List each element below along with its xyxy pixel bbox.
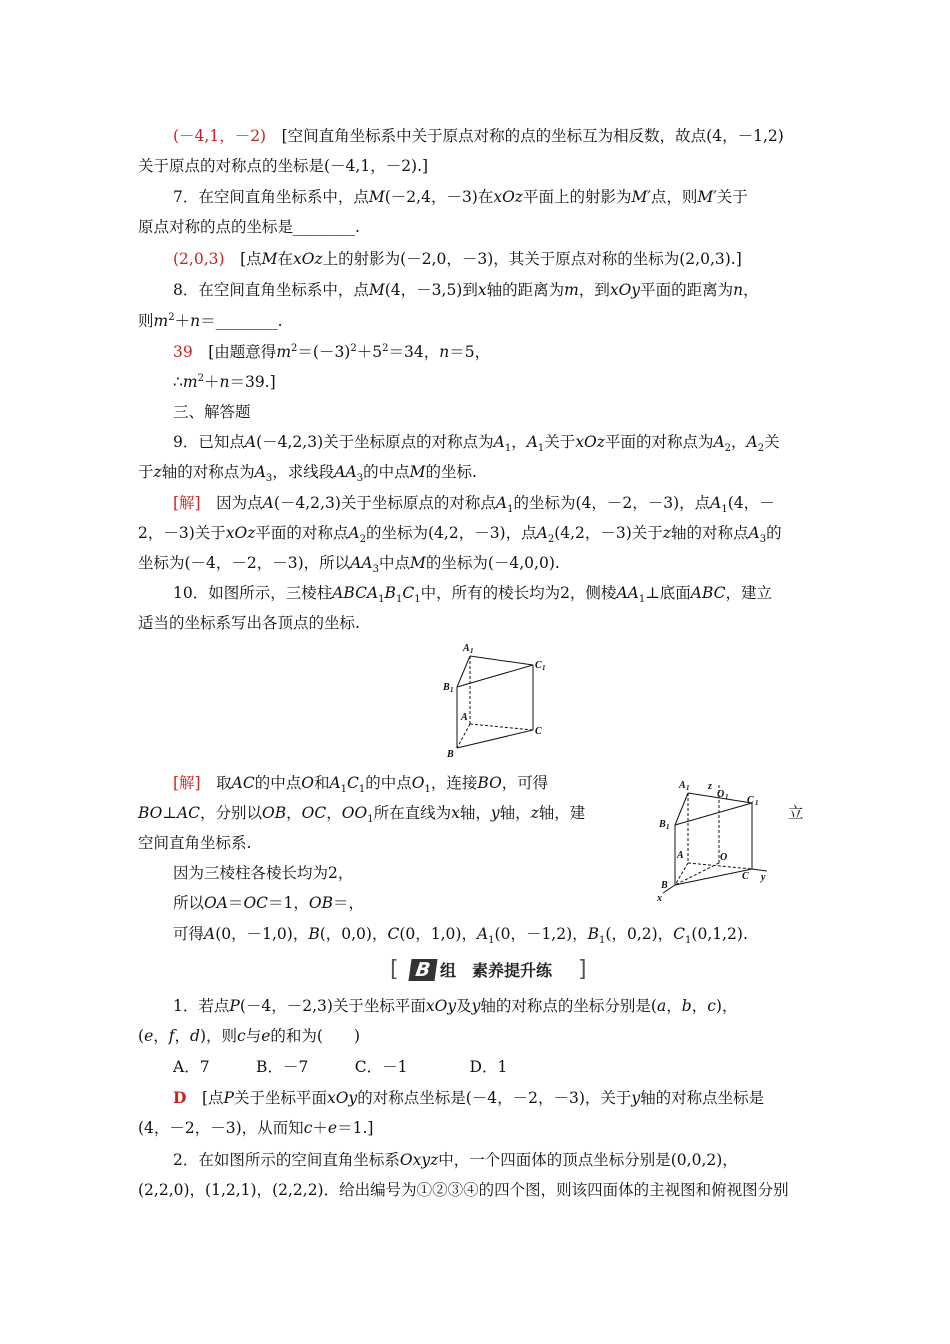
solution-10-line4: 因为三棱柱各棱长均为2， <box>173 864 354 882</box>
b-question-1-options: A．7 B．－7 C．－1 D．1 <box>173 1058 508 1076</box>
group-b-title: 组 素养提升练 <box>440 961 553 980</box>
b-question-2-line2: (2,2,0)，(1,2,1)，(2,2,2)．给出编号为①②③④的四个图，则该四面体的主视图和俯视图分别 <box>138 1181 789 1199</box>
solution-10-line2-end: 立 <box>788 804 804 822</box>
solution-10-line3: 空间直角坐标系. <box>138 834 252 852</box>
answer-line: 关于原点的对称点的坐标是(－4,1，－2).] <box>138 157 429 175</box>
label-y: y <box>761 872 766 883</box>
edge-b1c1 <box>675 803 752 825</box>
label-b: B <box>661 880 668 891</box>
svg-text:1: 1 <box>686 784 690 792</box>
question-10-line2: 适当的坐标系写出各顶点的坐标. <box>138 614 360 632</box>
edge-ac-hidden <box>470 724 533 730</box>
question-7: 7．在空间直角坐标系中，点M(－2,4，－3)在xOz平面上的射影为M′点，则M′关于 <box>173 188 748 206</box>
label-a: A <box>461 712 468 723</box>
answer-key: D <box>173 1088 187 1107</box>
solution-9: [解] 因为点A(－4,2,3)关于坐标原点的对称点$A_1$的坐标为(4，－2，－3)，点$A_1(4$，－ <box>173 494 775 516</box>
svg-text:1: 1 <box>542 664 546 672</box>
question-8-line2: 则$m^2+n=\_\_\_\_\_\_\_\_$. <box>138 311 283 330</box>
answer-line: (－4,1，－2) [空间直角坐标系中关于原点对称的点的坐标互为相反数，故点(4，－1,2) <box>173 127 784 145</box>
solution-tag: [解] <box>173 494 201 512</box>
b-answer-1-line2: (4，－2，－3)，从而知c＋e＝1.] <box>138 1119 374 1137</box>
svg-text:1: 1 <box>666 823 670 831</box>
solution-10-line5: 所以OA＝OC＝1，OB＝， <box>173 894 365 912</box>
b-question-1: 1．若点P(－4，－2,3)关于坐标平面xOy及y轴的对称点的坐标分别是(a，b，c)， <box>173 997 738 1015</box>
label-a1: A <box>463 643 470 654</box>
label-b1: B <box>443 682 450 693</box>
solution-10-line6: 可得A(0，－1,0)，B(，0,0)，C(0，1,0)，$A_1(0$，－1,2)，$B_1$(，0,2)，$C_1(0,1,2)$. <box>173 925 748 947</box>
b-question-2: 2．在如图所示的空间直角坐标系Oxyz中，一个四面体的顶点坐标分别是(0,0,2)， <box>173 1151 738 1169</box>
edge-bc <box>675 869 752 885</box>
label-o1: O <box>717 789 725 800</box>
b-question-1-line2: (e，f，d)，则c与e的和为( ) <box>138 1027 361 1045</box>
label-b: B <box>447 749 454 760</box>
label-o: O <box>720 852 728 863</box>
prism-figure <box>430 640 550 762</box>
question-8: 8．在空间直角坐标系中，点M(4，－3,5)到x轴的距离为m，到xOy平面的距离为n， <box>173 281 759 299</box>
question-7-line2: 原点对称的点的坐标是________. <box>138 218 360 236</box>
label-b1: B <box>659 819 666 830</box>
label-c: C <box>535 726 542 737</box>
answer-key: (2,0,3) <box>173 250 225 268</box>
edge-a1b1 <box>675 793 688 825</box>
group-b-banner: [ B 组 素养提升练 ] <box>390 957 587 982</box>
question-10: 10．如图所示，三棱柱$ABCA_1B_1C_1$中，所有的棱长均为2，侧棱$AA_1\perp$底面ABC，建立 <box>173 584 773 606</box>
answer-7: (2,0,3) [点M在xOz上的射影为(－2,0，－3)，其关于原点对称的坐标为(2,0,3).] <box>173 250 742 268</box>
solution-10-line2: BO⊥AC，分别以OB，OC，$OO_1$所在直线为x轴，y轴，z轴，建 <box>138 804 586 826</box>
label-c1: C <box>747 795 754 806</box>
label-a: A <box>677 850 684 861</box>
solution-10: [解] 取AC的中点O和$A_1C_1$的中点$O_1$，连接BO，可得 <box>173 774 549 796</box>
answer-8: 39 [由题意得$m^2=(-3)^2+5^2=34$，n＝5， <box>173 342 491 361</box>
solution-tag: [解] <box>173 774 201 792</box>
label-z: z <box>708 781 712 792</box>
solution-9-line2: 2，－3)关于xOz平面的对称点$A_2$的坐标为(4,2，－3)，点$A_2(4,2$，－3)关于z轴的对称点$A_3$的 <box>138 524 782 546</box>
svg-text:1: 1 <box>450 686 454 694</box>
section-heading: 三、解答题 <box>173 403 251 421</box>
label-a1: A <box>679 780 686 791</box>
prism-axes-figure <box>655 775 780 903</box>
edge-ac-hidden <box>688 863 752 869</box>
edge-a1b1 <box>457 656 470 687</box>
edge-b1c1 <box>457 665 533 687</box>
edge-bc <box>457 730 533 748</box>
y-axis <box>752 869 767 871</box>
solution-9-line3: 坐标为(－4，－2，－3)，所以$AA_3$中点M的坐标为(－4,0,0). <box>138 554 560 576</box>
label-c1: C <box>535 660 542 671</box>
b-answer-1: D [点P关于坐标平面xOy的对称点坐标是(－4，－2，－3)，关于y轴的对称点坐标是 <box>173 1088 765 1107</box>
group-b-badge: B <box>408 959 437 981</box>
svg-text:1: 1 <box>755 799 759 807</box>
question-9: 9．已知点A(－4,2,3)关于坐标原点的对称点为$A_1$，$A_1$关于xOz平面的对称点为$A_2$，$A_2$关 <box>173 433 780 455</box>
answer-8-line2: $\therefore m^2+n=39$.] <box>173 372 276 391</box>
label-x: x <box>657 893 662 903</box>
svg-text:1: 1 <box>725 793 729 801</box>
question-9-line2: 于z轴的对称点为$A_3$，求线段$AA_3$的中点M的坐标. <box>138 463 477 485</box>
edge-a1c1 <box>470 656 533 665</box>
edge-ab-hidden <box>457 724 470 748</box>
answer-key: 39 <box>173 343 193 361</box>
label-c: C <box>742 871 749 882</box>
answer-key: (－4,1，－2) <box>173 127 267 145</box>
svg-text:1: 1 <box>470 647 474 655</box>
